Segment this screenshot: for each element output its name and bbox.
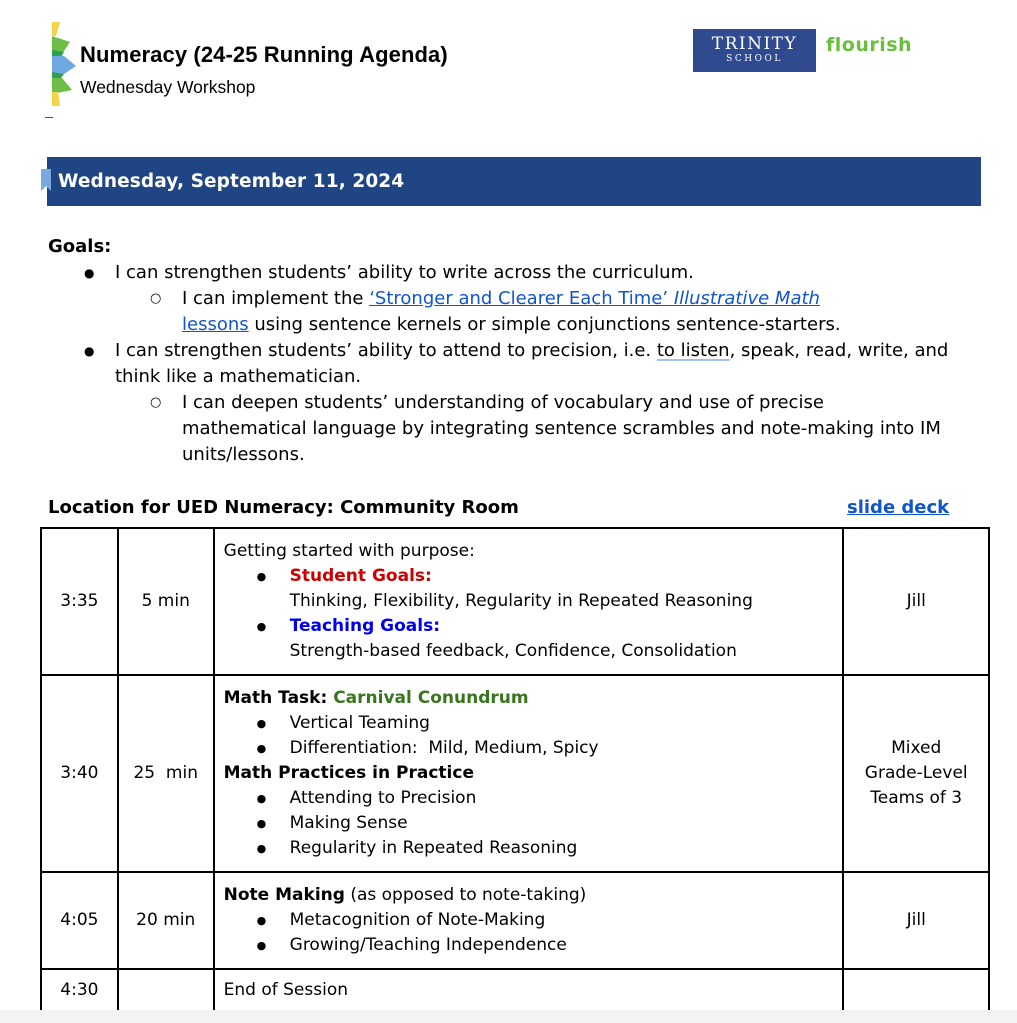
duration-cell — [118, 969, 214, 1012]
goal-subitem: ○ I can implement the ‘Stronger and Clearer Each Time’ Illustrative Math lessons using sentence kernels or simple conjunctions sentence-starters. — [48, 286, 998, 338]
trinity-school-logo: TRINITY SCHOOL — [693, 29, 816, 72]
agenda-table — [40, 527, 990, 1013]
activity-cell: Getting started with purpose: ● Student Goals: Thinking, Flexibility, Regularity in Repeated Reasoning ● Teaching Goals: Strength-based feedback, Confidence, Consolidation — [214, 528, 844, 675]
table-row — [41, 969, 989, 1012]
activity-cell: End of Session — [214, 969, 844, 1012]
list-item: ● Differentiation: Mild, Medium, Spicy — [224, 736, 834, 761]
goal-subitem: ○ I can deepen students’ understanding of vocabulary and use of precise mathematical language by integrating sentence scrambles and note-making into IM units/lessons. — [48, 390, 998, 468]
spellcheck-flagged-text[interactable]: to listen — [656, 340, 730, 361]
list-item: ● Vertical Teaming — [224, 711, 834, 736]
lead-cell — [843, 969, 989, 1012]
time-cell: 3:40 — [41, 675, 118, 872]
lead-cell: Jill — [843, 528, 989, 675]
time-cell: 3:35 — [41, 528, 118, 675]
goals-label: Goals: — [48, 236, 112, 257]
table-row — [41, 872, 989, 969]
slide-deck-link[interactable]: slide deck — [847, 497, 950, 518]
page-edge — [0, 1010, 1017, 1023]
location-heading: Location for UED Numeracy: Community Room — [48, 497, 519, 518]
list-item: Strength-based feedback, Confidence, Consolidation — [289, 641, 737, 661]
document-subtitle: Wednesday Workshop — [80, 77, 256, 97]
document-title: Numeracy (24-25 Running Agenda) — [80, 42, 448, 67]
list-item: ● Teaching Goals: — [224, 614, 834, 639]
bookmark-icon[interactable] — [41, 169, 51, 191]
activity-cell: Math Task: Carnival Conundrum ● Vertical Teaming ● Differentiation: Mild, Medium, Spicy Math Practices in Practice ● Attending to Precision ● Making Sense ● Regularity in Repeated Reasoning — [214, 675, 844, 872]
duration-cell: 5 min — [118, 528, 214, 675]
list-item: ● Growing/Teaching Independence — [224, 933, 834, 958]
date-heading: Wednesday, September 11, 2024 — [58, 171, 405, 192]
goal-item: ● I can strengthen students’ ability to write across the curriculum. — [48, 260, 998, 286]
list-item: ● Regularity in Repeated Reasoning — [224, 836, 834, 861]
table-row — [41, 528, 989, 675]
flourish-brand: flourish — [826, 34, 913, 56]
activity-cell: Note Making (as opposed to note-taking) ● Metacognition of Note-Making ● Growing/Teaching Independence — [214, 872, 844, 969]
duration-cell: 25 min — [118, 675, 214, 872]
time-cell: 4:05 — [41, 872, 118, 969]
list-item: Thinking, Flexibility, Regularity in Repeated Reasoning — [289, 591, 753, 611]
list-item: ● Attending to Precision — [224, 786, 834, 811]
list-item: ● Student Goals: — [224, 564, 834, 589]
lead-cell: Jill — [843, 872, 989, 969]
list-item: ● Making Sense — [224, 811, 834, 836]
divider — [45, 117, 53, 118]
duration-cell: 20 min — [118, 872, 214, 969]
stronger-clearer-link[interactable]: ‘Stronger and Clearer Each Time’ Illustrative Math lessons — [182, 288, 820, 335]
time-cell: 4:30 — [41, 969, 118, 1012]
goals-section — [48, 234, 998, 468]
table-row — [41, 675, 989, 872]
goal-item: ● I can strengthen students’ ability to attend to precision, i.e. to listen, speak, read, write, and think like a mathematician. — [48, 338, 998, 390]
leaf-fan-logo-icon — [50, 22, 78, 106]
lead-cell: Mixed Grade-Level Teams of 3 — [843, 675, 989, 872]
date-heading-bar — [47, 157, 981, 206]
list-item: ● Metacognition of Note-Making — [224, 908, 834, 933]
